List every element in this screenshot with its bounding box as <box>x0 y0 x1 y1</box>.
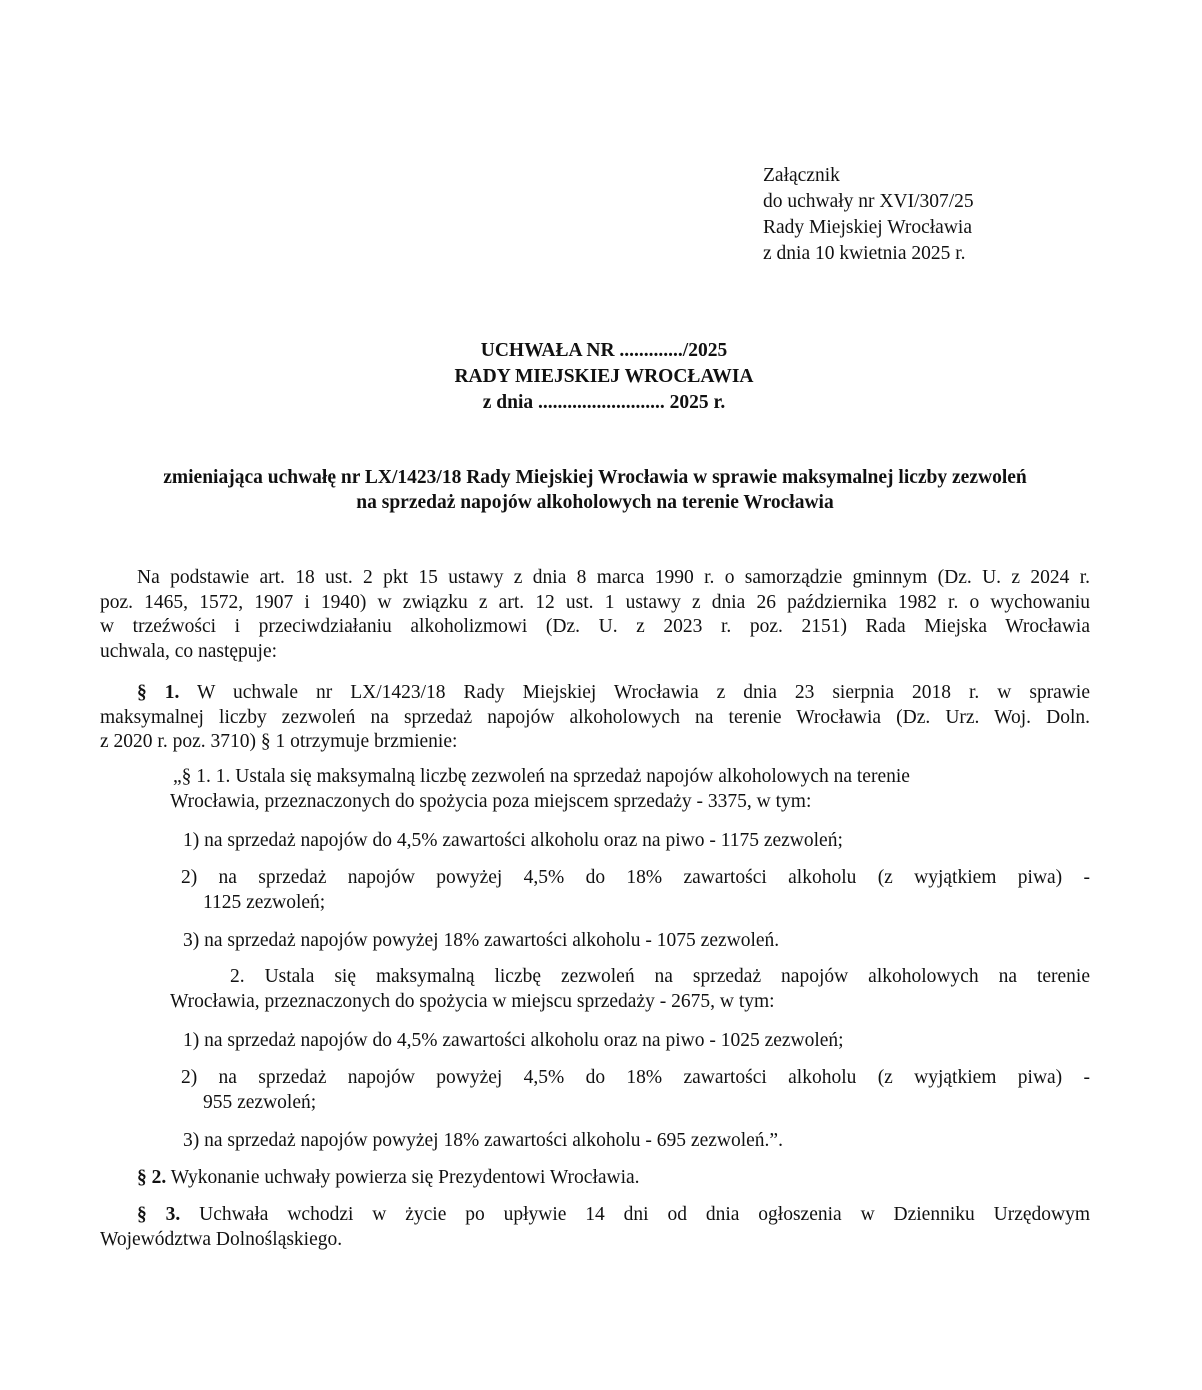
list-item: 3) na sprzedaż napojów powyżej 18% zawartości alkoholu - 695 zezwoleń.”. <box>183 1130 783 1151</box>
text-line: w trzeźwości i przeciwdziałaniu alkoholizmowi (Dz. U. z 2023 r. poz. 2151) Rada Miejska Wrocławia <box>100 616 1090 637</box>
text-line: 955 zezwoleń; <box>203 1091 317 1113</box>
text-line: Na podstawie art. 18 ust. 2 pkt 15 ustawy z dnia 8 marca 1990 r. o samorządzie gminnym (Dz. U. z 2024 r. <box>137 567 1090 588</box>
text-line: 2) na sprzedaż napojów powyżej 4,5% do 18% zawartości alkoholu (z wyjątkiem piwa) - <box>181 1067 1090 1088</box>
section-text: Uchwała wchodzi w życie po upływie 14 dni od dnia ogłoszenia w Dzienniku Urzędowym <box>199 1204 1091 1225</box>
text-line <box>100 1203 1090 1228</box>
section-sign: § 2. <box>137 1167 167 1188</box>
text-line: Wrocławia, przeznaczonych do spożycia poza miejscem sprzedaży - 3375, w tym: <box>170 790 812 812</box>
annex-line: do uchwały nr XVI/307/25 <box>763 191 974 212</box>
resolution-title <box>0 338 1202 416</box>
annex-line: z dnia 10 kwietnia 2025 r. <box>763 243 966 264</box>
annex-header <box>763 163 974 267</box>
text-line: Wrocławia, przeznaczonych do spożycia w miejscu sprzedaży - 2675, w tym: <box>170 990 775 1012</box>
title-line: RADY MIEJSKIEJ WROCŁAWIA <box>454 366 754 387</box>
text-line: uchwala, co następuje: <box>100 640 278 662</box>
text-line <box>137 1166 640 1191</box>
text-line: z 2020 r. poz. 3710) § 1 otrzymuje brzmienie: <box>100 731 458 752</box>
list-item <box>181 1066 1090 1115</box>
text-line <box>100 681 1090 706</box>
section-sign: § 3. <box>137 1204 181 1225</box>
text-line: poz. 1465, 1572, 1907 i 1940) w związku z art. 12 ust. 1 ustawy z dnia 26 października 1982 r. o wychowaniu <box>100 591 1090 613</box>
section-2-paragraph <box>137 1166 640 1191</box>
quoted-section-2 <box>170 965 1090 1014</box>
list-item: 1) na sprzedaż napojów do 4,5% zawartości alkoholu oraz na piwo - 1175 zezwoleń; <box>183 830 843 851</box>
list-item <box>181 866 1090 915</box>
section-sign: § 1. <box>137 682 180 703</box>
text-line: 1125 zezwoleń; <box>203 891 326 913</box>
quoted-section-1 <box>170 765 1090 814</box>
legal-basis-paragraph <box>100 566 1090 664</box>
text-line: „§ 1. 1. Ustala się maksymalną liczbę zezwoleń na sprzedaż napojów alkoholowych na terenie <box>173 766 910 787</box>
list-item: 3) na sprzedaż napojów powyżej 18% zawartości alkoholu - 1075 zezwoleń. <box>183 930 780 951</box>
subject-line: na sprzedaż napojów alkoholowych na terenie Wrocławia <box>356 492 834 513</box>
title-line: z dnia .......................... 2025 r. <box>482 392 726 413</box>
section-1-paragraph <box>100 681 1090 755</box>
annex-line: Załącznik <box>763 165 840 186</box>
section-text: W uchwale nr LX/1423/18 Rady Miejskiej Wrocławia z dnia 23 sierpnia 2018 r. w sprawie <box>197 682 1090 703</box>
text-line: 2) na sprzedaż napojów powyżej 4,5% do 18% zawartości alkoholu (z wyjątkiem piwa) - <box>181 867 1090 888</box>
text-line: Województwa Dolnośląskiego. <box>100 1228 343 1250</box>
section-3-paragraph <box>100 1203 1090 1252</box>
title-line: UCHWAŁA NR ............./2025 <box>480 340 728 361</box>
annex-line: Rady Miejskiej Wrocławia <box>763 217 972 238</box>
text-line: maksymalnej liczby zezwoleń na sprzedaż napojów alkoholowych na terenie Wrocławia (Dz. Urz. Woj. Doln. <box>100 706 1090 728</box>
list-item: 1) na sprzedaż napojów do 4,5% zawartości alkoholu oraz na piwo - 1025 zezwoleń; <box>183 1030 844 1051</box>
resolution-subject <box>100 465 1090 515</box>
section-text: Wykonanie uchwały powierza się Prezydentowi Wrocławia. <box>170 1167 640 1188</box>
subject-line: zmieniająca uchwałę nr LX/1423/18 Rady Miejskiej Wrocławia w sprawie maksymalnej liczby zezwoleń <box>163 467 1027 488</box>
text-line: 2. Ustala się maksymalną liczbę zezwoleń na sprzedaż napojów alkoholowych na terenie <box>230 966 1090 987</box>
